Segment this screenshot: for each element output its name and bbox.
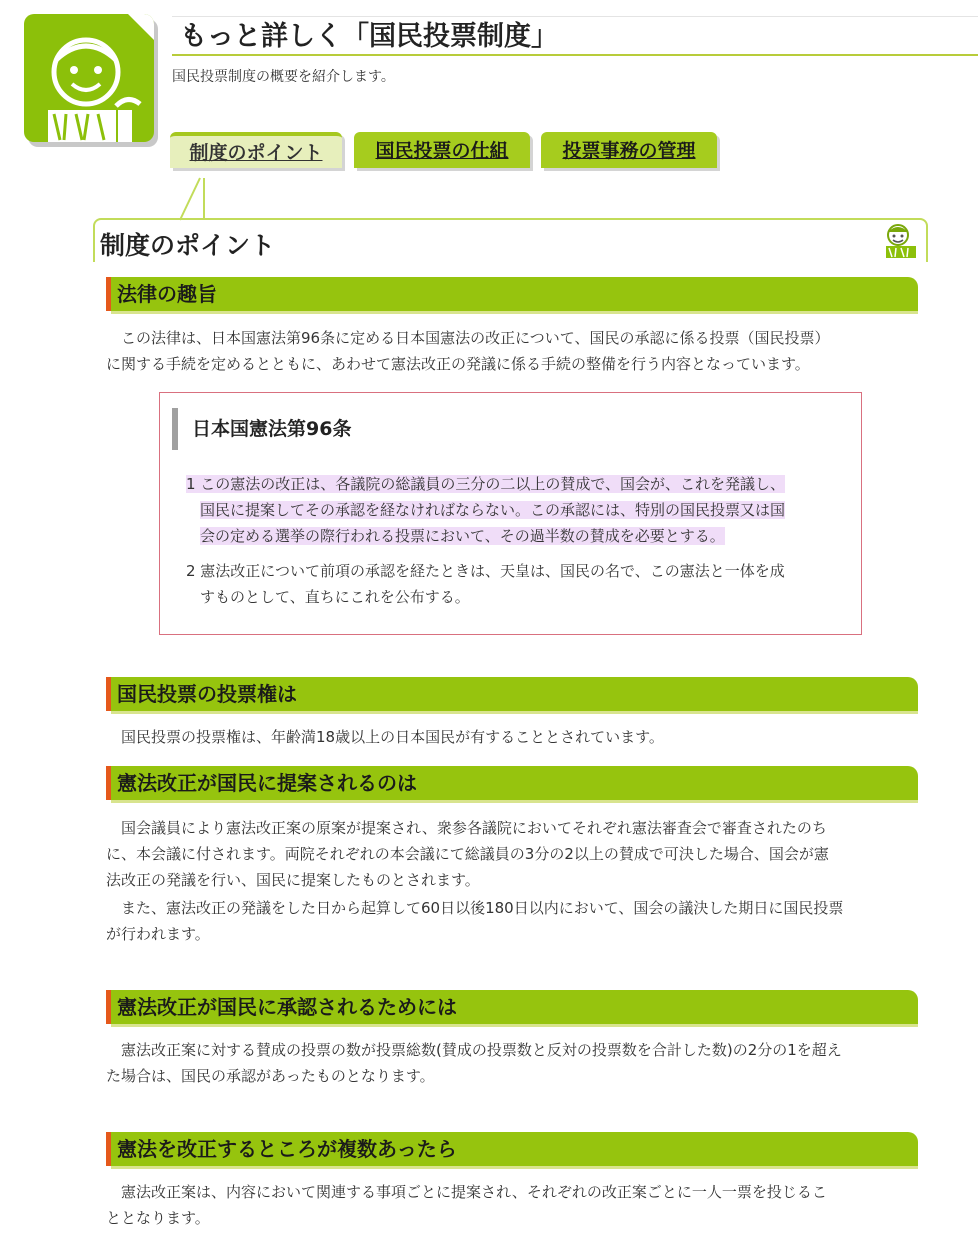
proposal-line-2: に、本会議に付されます。両院それぞれの本会議にて総議員の3分の2以上の賛成で可決した場合、国会が憲 [106, 845, 829, 863]
article-96-para2-line1: 2 憲法改正について前項の承認を経たときは、天皇は、国民の名で、この憲法と一体を成 [186, 562, 785, 580]
article-96-para1-line1: 1 この憲法の改正は、各議院の総議員の三分の二以上の賛成で、国会が、これを発議し、 [186, 475, 786, 493]
voting-right-line-1: 国民投票の投票権は、年齢満18歳以上の日本国民が有することとされています。 [106, 728, 664, 746]
article-96-para1-line3: 会の定める選挙の際行われる投票において、その過半数の賛成を必要とする。 [200, 527, 725, 545]
heading-shadow [111, 800, 918, 803]
heading-voting-right: 国民投票の投票権は [106, 677, 918, 711]
approval-line-1: 憲法改正案に対する賛成の投票の数が投票総数(賛成の投票数と反対の投票数を合計した数)の2分の1を超え [106, 1041, 842, 1059]
heading-shadow [111, 711, 918, 714]
multiple-line-1: 憲法改正案は、内容において関連する事項ごとに提案され、それぞれの改正案ごとに一人一票を投じるこ [106, 1183, 827, 1201]
proposal-line-4: また、憲法改正の発議をした日から起算して60日以後180日以内において、国会の議決した期日に国民投票 [106, 899, 844, 917]
heading-shadow [111, 311, 918, 314]
mascot-icon [24, 14, 154, 142]
tab-system-points[interactable]: 制度のポイント [170, 132, 342, 168]
proposal-line-1: 国会議員により憲法改正案の原案が提案され、衆参各議院においてそれぞれ憲法審査会で審査されたのち [106, 819, 827, 837]
tab-referendum-mechanism[interactable]: 国民投票の仕組 [354, 132, 530, 168]
approval-line-2: た場合は、国民の承認があったものとなります。 [106, 1067, 435, 1085]
heading-multiple: 憲法を改正するところが複数あったら [106, 1132, 918, 1166]
tab-pointer [170, 176, 230, 222]
purpose-line-1: この法律は、日本国憲法第96条に定める日本国憲法の改正について、国民の承認に係る投票（国民投票） [106, 329, 830, 347]
page-title: もっと詳しく「国民投票制度」 [172, 16, 978, 56]
mascot-small-icon [880, 222, 924, 258]
section-title: 制度のポイント [100, 231, 276, 260]
heading-proposal: 憲法改正が国民に提案されるのは [106, 766, 918, 800]
article-96-para2-line2: すものとして、直ちにこれを公布する。 [200, 588, 470, 606]
heading-shadow [111, 1024, 918, 1027]
heading-shadow [111, 1166, 918, 1169]
multiple-line-2: ととなります。 [106, 1209, 210, 1227]
proposal-line-5: が行われます。 [106, 925, 210, 943]
tab-voting-administration[interactable]: 投票事務の管理 [541, 132, 717, 168]
heading-approval: 憲法改正が国民に承認されるためには [106, 990, 918, 1024]
heading-purpose: 法律の趣旨 [106, 277, 918, 311]
article-96-title: 日本国憲法第96条 [172, 408, 351, 450]
page-subtitle: 国民投票制度の概要を紹介します。 [172, 69, 395, 85]
article-96-para1-line2: 国民に提案してその承認を経なければならない。この承認には、特別の国民投票又は国 [200, 501, 786, 519]
purpose-line-2: に関する手続を定めるとともに、あわせて憲法改正の発議に係る手続の整備を行う内容となっています。 [106, 355, 810, 373]
proposal-line-3: 法改正の発議を行い、国民に提案したものとされます。 [106, 871, 480, 889]
